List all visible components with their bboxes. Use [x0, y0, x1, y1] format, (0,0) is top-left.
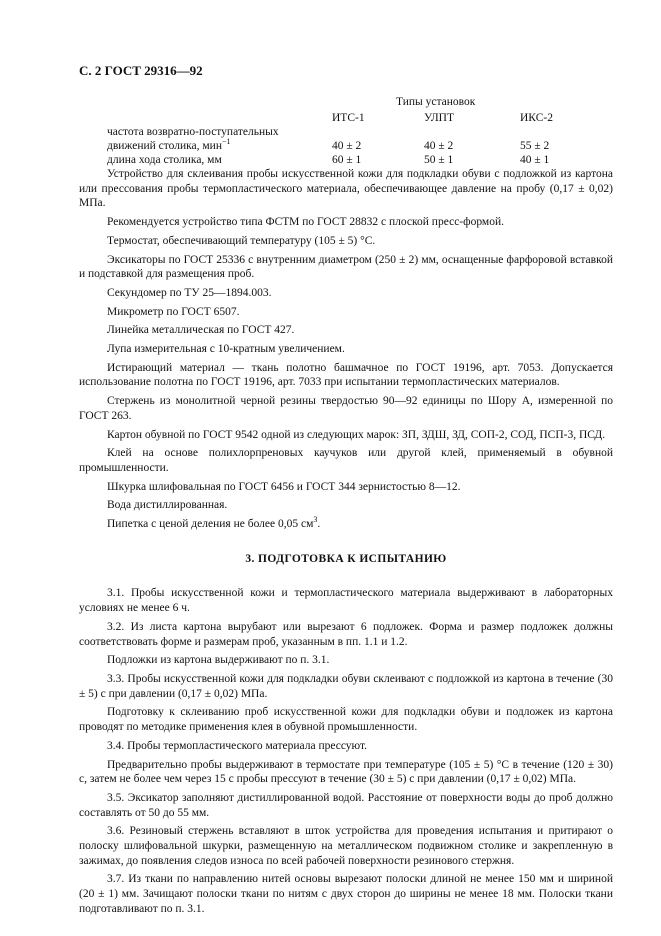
paragraph: 3.3. Пробы искусственной кожи для подкладки обуви склеивают с подложкой из картона в течение (30 ± 5) с при давлении (0,17 ± 0,02) МПа.	[79, 672, 613, 700]
paragraph: Микрометр по ГОСТ 6507.	[107, 305, 240, 318]
document-body	[79, 167, 613, 921]
paragraph: Секундомер по ТУ 25—1894.003.	[107, 286, 272, 299]
paragraph: 3.7. Из ткани по направлению нитей основы вырезают полоски длиной не менее 150 мм и шириной (20 ± 1) мм. Зачищают полоски ткани по нитям с двух сторон до ширины не менее 18 мм. Полоски ткани подготавливают по п. 3.1.	[79, 873, 613, 915]
paragraph: 3.4. Пробы термопластического материала прессуют.	[107, 739, 368, 752]
table-group-title: Типы установок	[396, 96, 476, 108]
paragraph: Стержень из монолитной черной резины твердостью 90—92 единицы по Шору А, измеренной по ГОСТ 263.	[79, 395, 613, 422]
paragraph: Вода дистиллированная.	[107, 499, 228, 512]
row-label-frequency-line2: движений столика, мин$^{-1}$	[107, 137, 231, 152]
paragraph: Рекомендуется устройство типа ФСТМ по ГОСТ 28832 с плоской пресс-формой.	[107, 216, 504, 229]
paragraph: 3.6. Резиновый стержень вставляют в шток устройства для проведения испытания и притирают о полоску шлифовальной шкурки, размещенную на металлическом подвижном столике и закрепленную в зажимах, до появления следов износа по всей рабочей поверхности резинового стержня.	[79, 825, 613, 867]
table-cell: 40 ± 2	[332, 140, 362, 152]
paragraph: Линейка металлическая по ГОСТ 427.	[107, 324, 295, 337]
paragraph: Подготовку к склеиванию проб искусственной кожи для подкладки обуви и подложек из картона проводят по методике применения клея в обувной промышленности.	[79, 706, 613, 734]
table-cell: 40 ± 1	[520, 154, 550, 166]
column-header-its1: ИТС-1	[332, 112, 365, 124]
paragraph: Картон обувной по ГОСТ 9542 одной из следующих марок: ЗП, ЗДШ, ЗД, СОП-2, СОД, ПСП-3, ПСД.	[107, 428, 606, 441]
page-header: С. 2 ГОСТ 29316—92	[79, 63, 203, 78]
column-header-iks2: ИКС-2	[520, 112, 553, 124]
paragraph: 3.5. Эксикатор заполняют дистиллированной водой. Расстояние от поверхности воды до проб должно составлять от 50 до 55 мм.	[79, 791, 613, 819]
paragraph-pipette: Пипетка с ценой деления не более 0,05 $см^3$.	[107, 515, 321, 531]
paragraph: 3.1. Пробы искусственной кожи и термопластического материала выдерживают в лабораторных условиях не менее 6 ч.	[79, 587, 613, 615]
paragraph: Истирающий материал — ткань полотно башмачное по ГОСТ 19196, арт. 7053. Допускается использование полотна по ГОСТ 19196, арт. 7033 при испытании термопластических материалов.	[79, 361, 613, 389]
paragraph: Подложки из картона выдерживают по п. 3.1.	[107, 654, 330, 667]
paragraph: Клей на основе полихлорпреновых каучуков или другой клей, применяемый в обувной промышленности.	[79, 447, 613, 474]
table-cell: 40 ± 2	[424, 140, 454, 152]
paragraph: Предварительно пробы выдерживают в термостате при температуре (105 ± 5) °С в течение (120 ± 30) с, затем не более чем через 15 с пробы прессуют в течение (30 ± 5) с при давлении (0,17 ± 0,02) МПа.	[79, 758, 613, 786]
paragraph: 3.2. Из листа картона вырубают или вырезают 6 подложек. Форма и размер подложек должны соответствовать форме и размерам проб, указанным в пп. 1.1 и 1.2.	[79, 620, 613, 648]
table-cell: 50 ± 1	[424, 154, 454, 166]
table-cell: 55 ± 2	[520, 140, 550, 152]
paragraph: Эксикаторы по ГОСТ 25336 с внутренним диаметром (250 ± 2) мм, оснащенные фарфоровой вставкой и подставкой для размещения проб.	[79, 253, 613, 281]
column-header-ulpt: УЛПТ	[424, 112, 454, 124]
paragraph: Шкурка шлифовальная по ГОСТ 6456 и ГОСТ 344 зернистостью 8—12.	[107, 480, 461, 493]
section-title: 3. ПОДГОТОВКА К ИСПЫТАНИЮ	[245, 552, 447, 565]
paragraph: Устройство для склеивания пробы искусственной кожи для подкладки обуви с подложкой из картона или прессования пробы термопластического материала, обеспечивающее давление на пробу (0,17 ± 0,02) МПа.	[79, 168, 613, 210]
paragraph: Термостат, обеспечивающий температуру (105 ± 5) °С.	[107, 234, 376, 247]
row-label-frequency-line1: частота возвратно-поступательных	[107, 126, 279, 138]
row-label-stroke-length: длина хода столика, мм	[107, 154, 222, 166]
table-cell: 60 ± 1	[332, 154, 362, 166]
paragraph: Лупа измерительная с 10-кратным увеличением.	[107, 343, 345, 356]
